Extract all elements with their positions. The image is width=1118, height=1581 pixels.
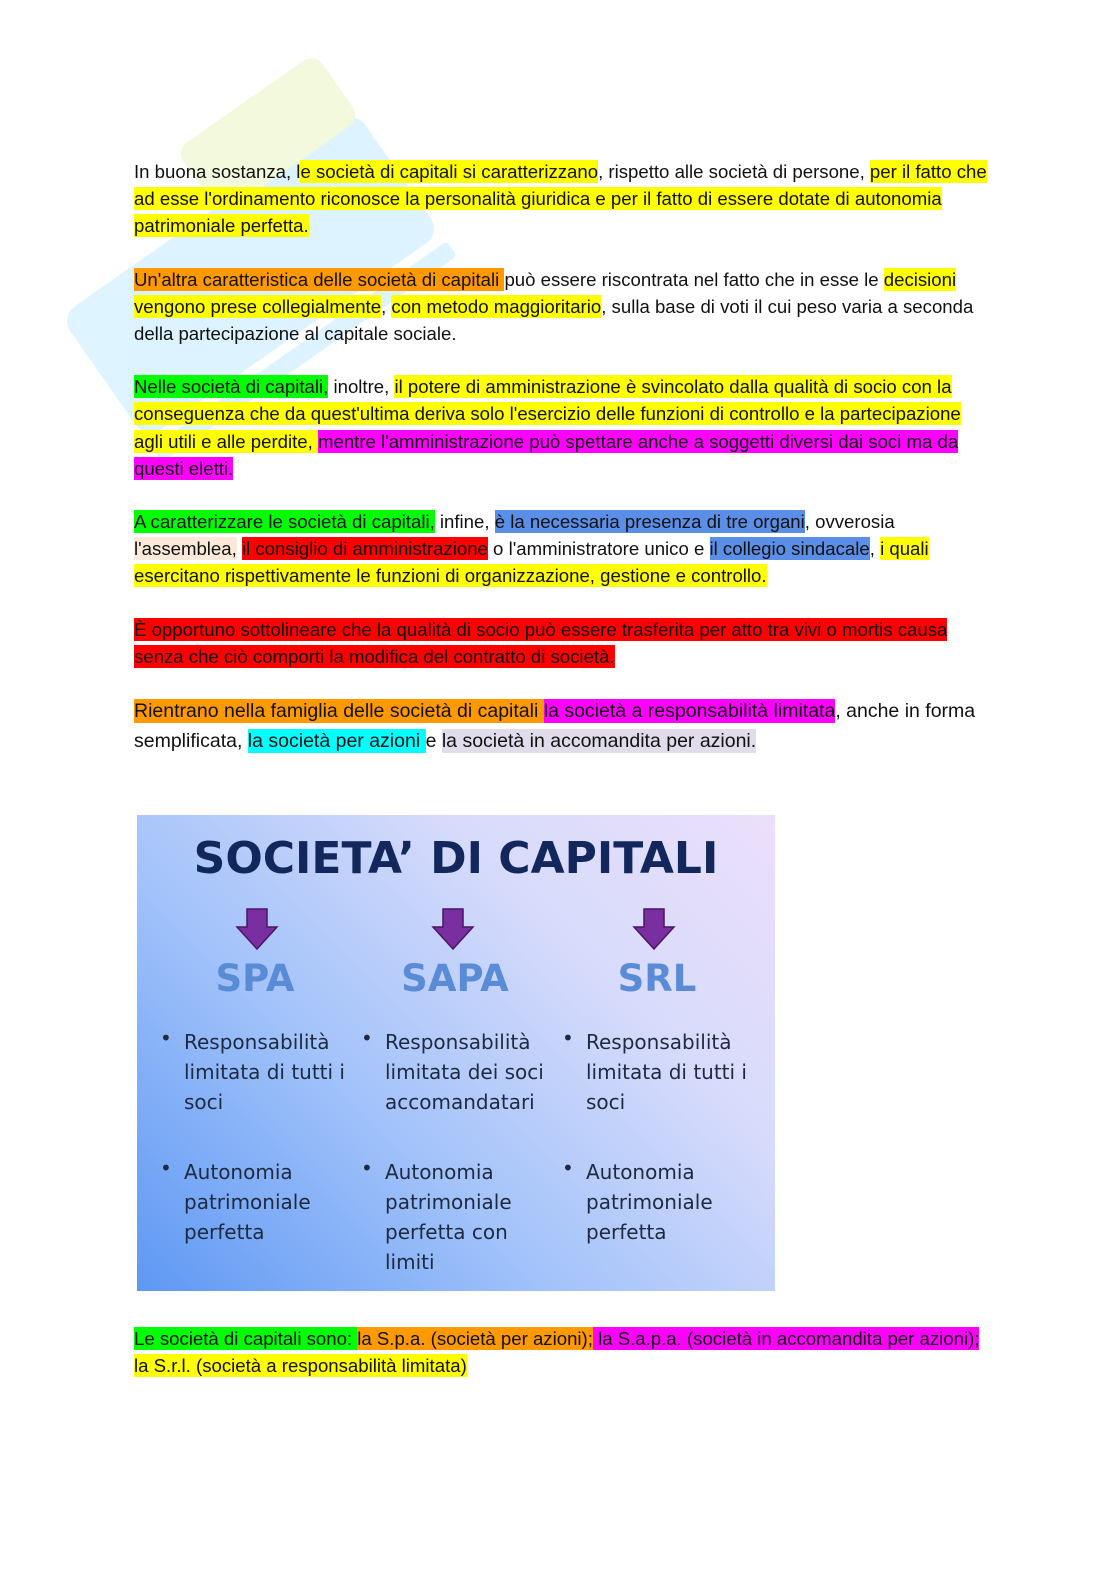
diagram-title: SOCIETA’ DI CAPITALI — [193, 833, 719, 884]
highlighted-text: con metodo maggioritario — [391, 295, 602, 317]
highlighted-text: la S.a.p.a. (società in accomandita per azioni); — [592, 1328, 980, 1349]
column-title-srl: SRL — [617, 957, 697, 1000]
highlighted-text: Nelle società di capitali, — [134, 376, 329, 398]
paragraph — [134, 616, 994, 670]
text-run: e — [425, 730, 442, 753]
text-run: o l'amministratore unico e — [487, 538, 710, 560]
text-run: inoltre, — [328, 376, 395, 398]
highlighted-text: Un'altra caratteristica delle società di capitali — [134, 268, 505, 290]
bullet-list-srl — [560, 1027, 756, 1247]
highlighted-text: il potere di amministrazione è svincolato dalla qualità di socio con la conseguenza che da quest'ultima deriva solo l'esercizio delle funzioni di controllo e la partecipazione agli utili e alle perdite, — [134, 376, 961, 452]
bullet-item: • Responsabilità limitata di tutti i soci — [158, 1027, 354, 1117]
text-run: può essere riscontrata nel fatto che in esse le — [504, 268, 884, 290]
column-title-spa: SPA — [215, 957, 295, 1000]
highlighted-text: il collegio sindacale — [709, 538, 870, 560]
down-arrow-icon — [632, 907, 676, 951]
diagram-panel — [137, 815, 775, 1291]
down-arrow-icon — [431, 907, 475, 951]
text-run: , ovverosia — [804, 511, 895, 533]
bullet-item: • Autonomia patrimoniale perfetta — [560, 1157, 756, 1247]
highlighted-text: la S.p.a. (società per azioni); — [357, 1328, 593, 1349]
document-body — [134, 158, 994, 782]
diagram-societa-capitali — [137, 815, 775, 1291]
text-run: , anche in forma semplificata, — [134, 700, 976, 753]
highlighted-text: mentre l'amministrazione può spettare anche a soggetti diversi dai soci ma da questi eletti. — [134, 430, 959, 479]
text-run: In buona sostanza, l — [134, 161, 301, 182]
highlighted-text: l'assemblea, — [134, 538, 237, 560]
highlighted-text: il consiglio di amministrazione — [241, 538, 488, 560]
bullet-item: • Responsabilità limitata di tutti i soci — [560, 1027, 756, 1117]
bullet-list-sapa — [359, 1027, 555, 1277]
paragraph — [134, 508, 994, 590]
bullet-item: • Autonomia patrimoniale perfetta con limiti — [359, 1157, 555, 1277]
text-run: , — [381, 295, 392, 317]
bullet-list-spa — [158, 1027, 354, 1247]
highlighted-text: è la necessaria presenza di tre organi — [494, 511, 805, 533]
highlighted-text: Le società di capitali sono: — [134, 1328, 358, 1349]
highlighted-text: per il fatto che ad esse l'ordinamento riconosce la personalità giuridica e per il fatto di essere dotate di autonomia patrimoniale perfetta. — [134, 161, 987, 237]
bullet-item: • Autonomia patrimoniale perfetta — [158, 1157, 354, 1247]
text-run: infine, — [434, 511, 495, 533]
highlighted-text: la società in accomandita per azioni. — [441, 730, 757, 753]
paragraph — [134, 696, 994, 756]
highlighted-text: e società di capitali si caratterizzano — [300, 161, 599, 182]
text-run: , — [869, 538, 881, 560]
text-run: , rispetto alle società di persone, — [598, 161, 870, 182]
highlighted-text: decisioni vengono prese collegialmente — [134, 268, 957, 317]
highlighted-text: È opportuno sottolineare che la qualità di socio può essere trasferita per atto tra vivi o mortis causa senza che ciò comporti la modifica del contratto di società. — [134, 618, 948, 667]
highlighted-text: Rientrano nella famiglia delle società di capitali — [134, 700, 544, 723]
down-arrow-icon — [235, 907, 279, 951]
text-run: , sulla base di voti il cui peso varia a seconda della partecipazione al capitale sociale. — [134, 295, 974, 345]
column-title-sapa: SAPA — [401, 957, 509, 1000]
highlighted-text: la società a responsabilità limitata — [543, 700, 836, 723]
paragraph — [134, 266, 994, 348]
paragraph — [134, 158, 994, 240]
highlighted-text: la S.r.l. (società a responsabilità limitata) — [134, 1355, 467, 1377]
final-paragraph — [134, 1325, 994, 1379]
highlighted-text: la società per azioni — [247, 730, 426, 753]
highlighted-text: A caratterizzare le società di capitali, — [134, 511, 435, 533]
paragraph — [134, 373, 994, 482]
highlighted-text: i quali esercitano rispettivamente le funzioni di organizzazione, gestione e controllo. — [134, 538, 929, 587]
bullet-item: • Responsabilità limitata dei soci accomandatari — [359, 1027, 555, 1117]
